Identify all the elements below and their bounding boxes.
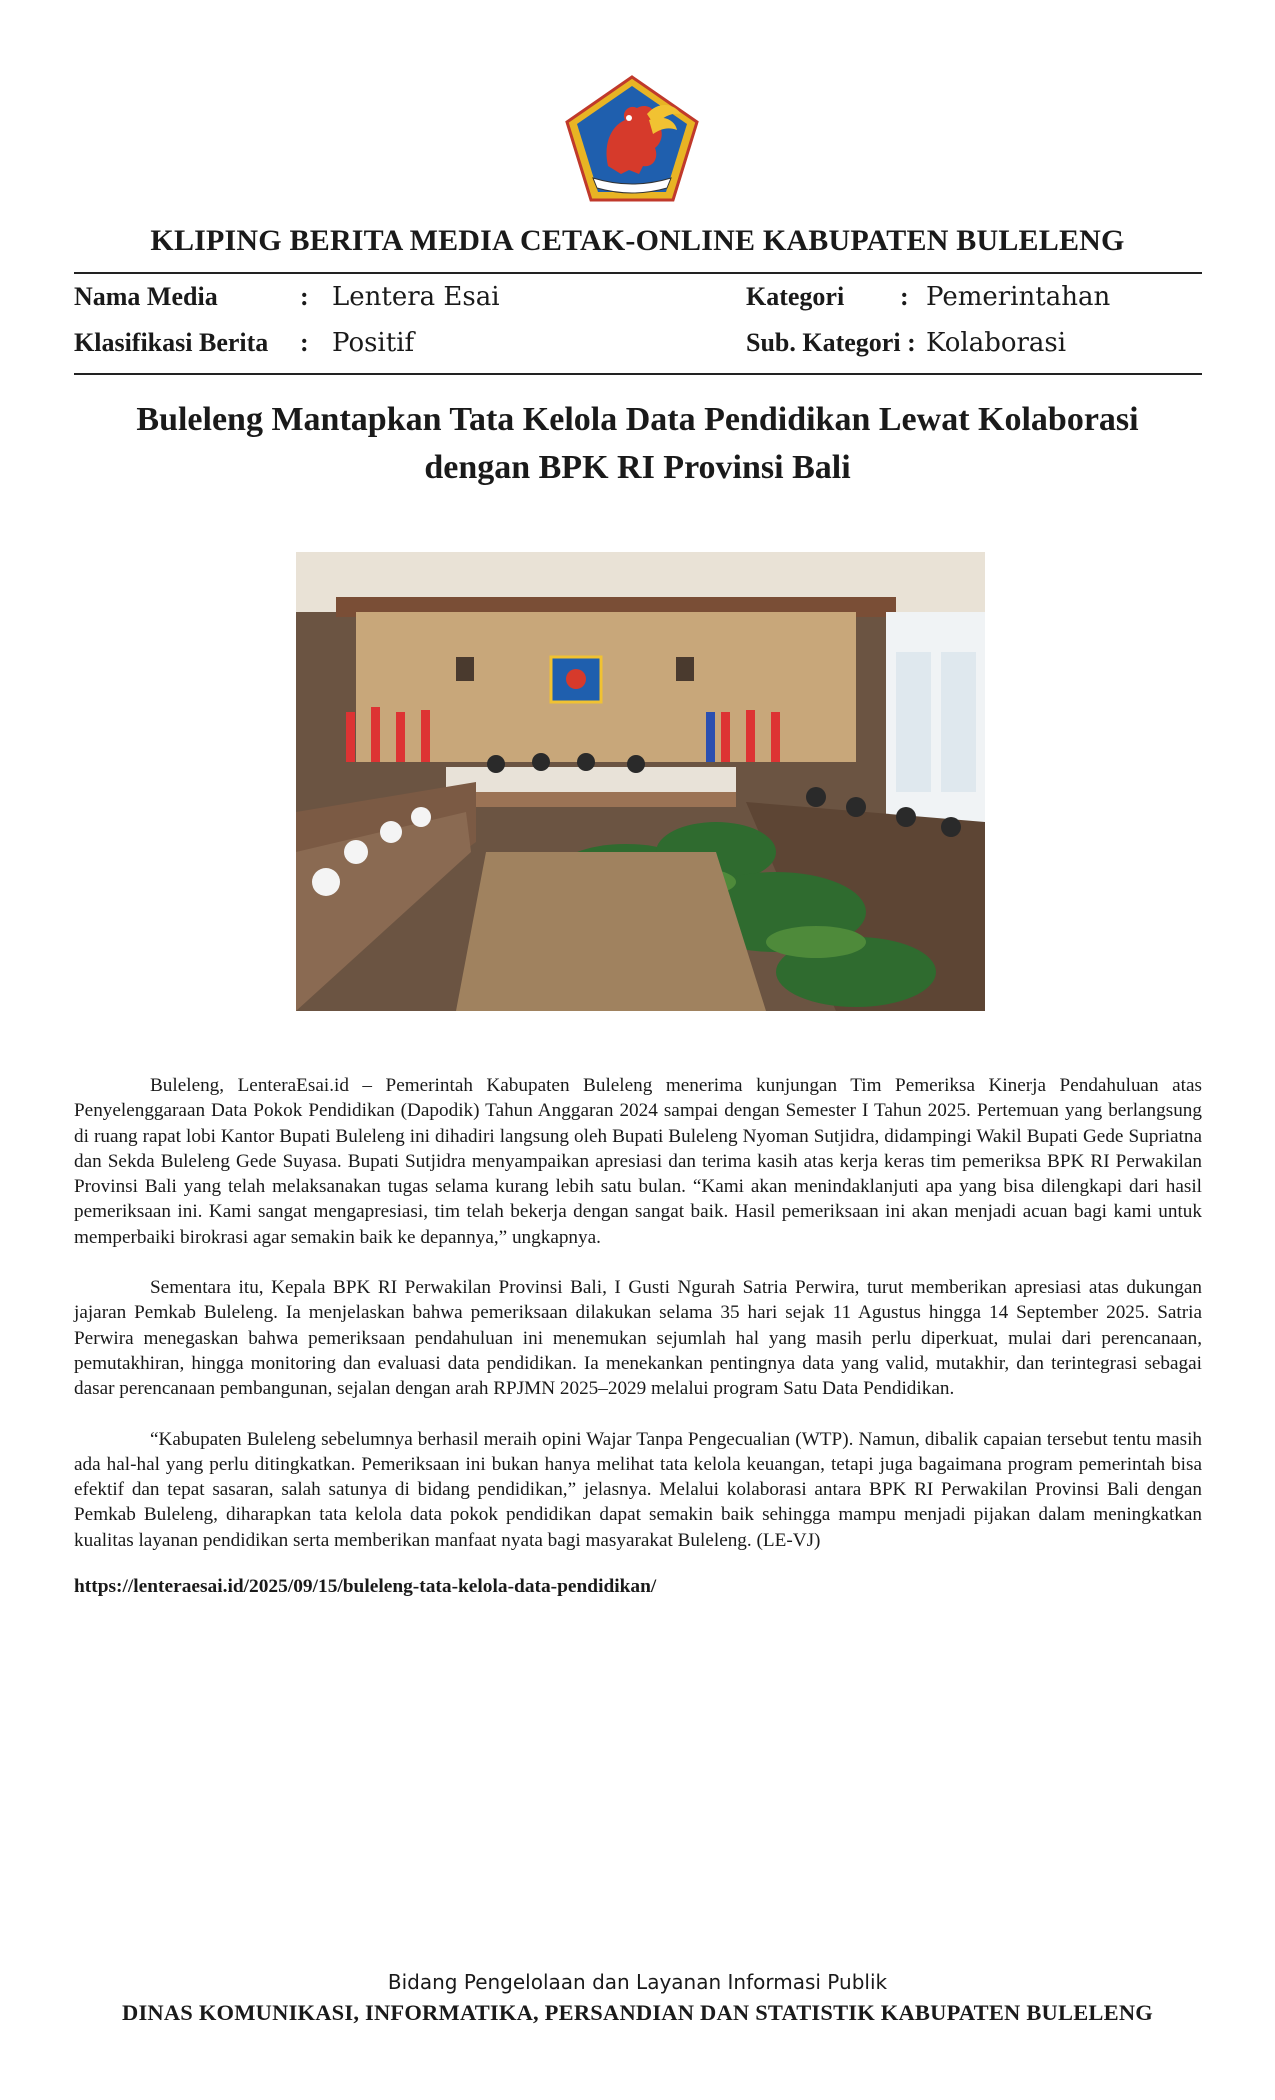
media-name-value: Lentera Esai: [332, 282, 500, 312]
article-paragraph-2: Sementara itu, Kepala BPK RI Perwakilan Provinsi Bali, I Gusti Ngurah Satria Perwira, turut memberikan apresiasi atas dukungan jajaran Pemkab Buleleng. Ia menjelaskan bahwa pemeriksaan dilakukan selama 35 hari sejak 11 Agustus hingga 14 September 2025. Satria Perwira menegaskan bahwa pemeriksaan pendahuluan ini menemukan sejumlah hal yang masih perlu diperkuat, mulai dari perencanaan, pemutakhiran, hingga monitoring dan evaluasi data pendidikan. Ia menekankan pentingnya data yang valid, mutakhir, dan terintegrasi sebagai dasar perencanaan pembangunan, sejalan dengan arah RPJMN 2025–2029 melalui program Satu Data Pendidikan.: [74, 1277, 1202, 1400]
source-url-link[interactable]: https://lenteraesai.id/2025/09/15/buleleng-tata-kelola-data-pendidikan/: [74, 1576, 657, 1597]
article-title: [90, 396, 1185, 492]
subcategory-label: Sub. Kategori :: [746, 328, 916, 357]
meta-divider-bottom: [74, 373, 1202, 375]
heading-divider-top: [74, 272, 1202, 274]
article-body: [74, 1073, 1202, 1578]
media-name-label: Nama Media: [74, 282, 218, 311]
classification-separator: :: [300, 328, 309, 357]
footer-agency: DINAS KOMUNIKASI, INFORMATIKA, PERSANDIAN DAN STATISTIK KABUPATEN BULELENG: [122, 2000, 1153, 2025]
kabupaten-buleleng-emblem-logo: [563, 74, 701, 204]
article-title-line-2: dengan BPK RI Provinsi Bali: [424, 449, 851, 486]
article-title-line-1: Buleleng Mantapkan Tata Kelola Data Pendidikan Lewat Kolaborasi: [136, 401, 1139, 438]
article-paragraph-3: “Kabupaten Buleleng sebelumnya berhasil meraih opini Wajar Tanpa Pengecualian (WTP). Namun, dibalik capaian tersebut tentu masih ada hal-hal yang perlu ditingkatkan. Pemeriksaan ini bukan hanya melihat tata kelola keuangan, tetapi juga bagaimana program pemerintah bisa efektif dan tepat sasaran, salah satunya di bidang pendidikan,” jelasnya. Melalui kolaborasi antara BPK RI Perwakilan Provinsi Bali dengan Pemkab Buleleng, diharapkan tata kelola data pokok pendidikan dapat semakin baik sehingga mampu menjadi pijakan dalam meningkatkan kualitas layanan pendidikan serta memberikan manfaat nyata bagi masyarakat Buleleng. (LE-VJ): [74, 1428, 1202, 1551]
meeting-room-photo: [296, 552, 985, 1011]
document-heading: KLIPING BERITA MEDIA CETAK-ONLINE KABUPATEN BULELENG: [150, 224, 1125, 257]
meta-row-media: [74, 282, 1202, 322]
category-label: Kategori: [746, 282, 845, 311]
classification-value: Positif: [332, 328, 415, 358]
category-separator: :: [900, 282, 909, 311]
article-paragraph-1: Buleleng, LenteraEsai.id – Pemerintah Kabupaten Buleleng menerima kunjungan Tim Pemeriksa Kinerja Pendahuluan atas Penyelenggaraan Data Pokok Pendidikan (Dapodik) Tahun Anggaran 2024 sampai dengan Semester I Tahun 2025. Pertemuan yang berlangsung di ruang rapat lobi Kantor Bupati Buleleng ini dihadiri langsung oleh Bupati Buleleng Nyoman Sutjidra, didampingi Wakil Bupati Gede Supriatna dan Sekda Buleleng Gede Suyasa. Bupati Sutjidra menyampaikan apresiasi dan terima kasih atas kerja keras tim pemeriksa BPK RI Perwakilan Provinsi Bali yang telah melaksanakan tugas selama kurang lebih satu bulan. “Kami akan menindaklanjuti apa yang bisa dilengkapi dari hasil pemeriksaan ini. Kami sangat mengapresiasi, tim telah bekerja dengan sangat baik. Hasil pemeriksaan ini akan menjadi acuan bagi kami untuk memperbaiki birokrasi agar semakin baik ke depannya,” ungkapnya.: [74, 1075, 1202, 1248]
subcategory-value: Kolaborasi: [926, 328, 1067, 358]
footer-department: Bidang Pengelolaan dan Layanan Informasi Publik: [387, 1970, 888, 1994]
classification-label: Klasifikasi Berita: [74, 328, 269, 357]
meta-row-classification: [74, 328, 1202, 368]
media-name-separator: :: [300, 282, 309, 311]
category-value: Pemerintahan: [926, 282, 1111, 312]
